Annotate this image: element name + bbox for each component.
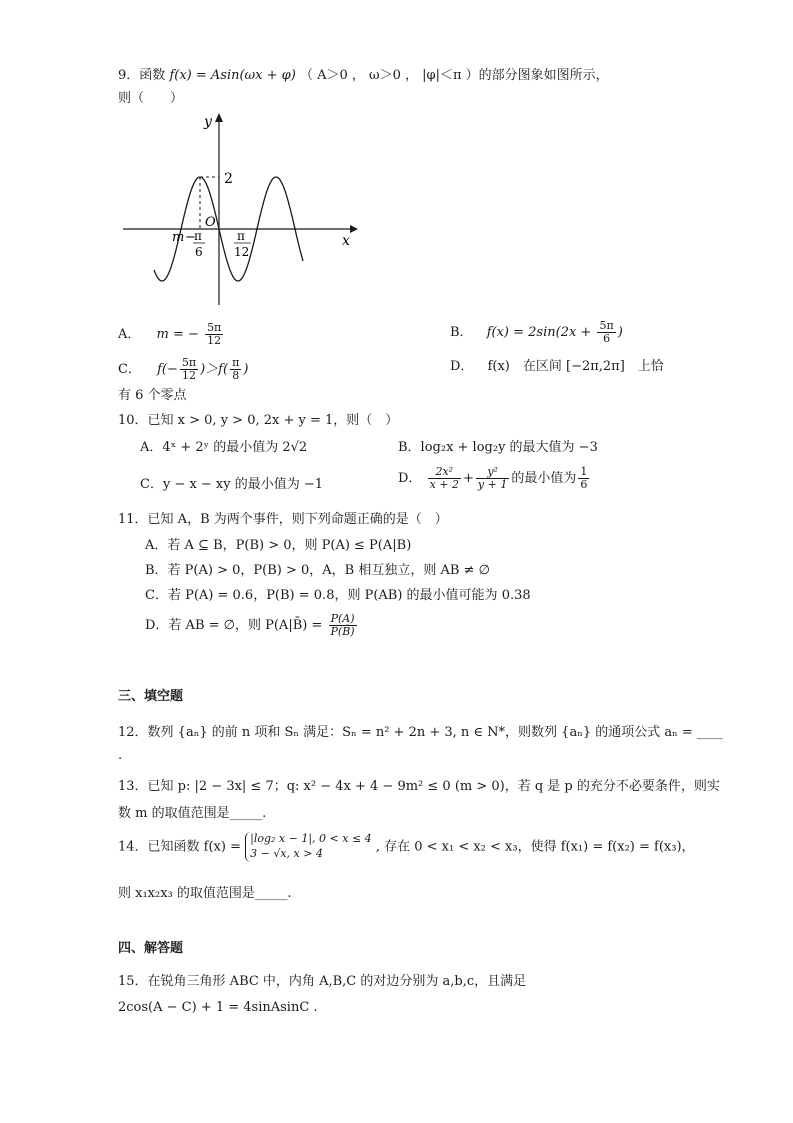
pi-over-12-num: π xyxy=(237,229,245,243)
origin-label: O xyxy=(205,215,216,230)
neg-sign: − xyxy=(185,230,196,245)
q9-option-b-label: B． xyxy=(450,325,473,341)
frac-num: 5π xyxy=(207,321,222,334)
q14-line-1 xyxy=(118,832,695,862)
q10-option-b: B．log₂x + log₂y 的最大值为 −3 xyxy=(398,440,598,455)
frac-den: 6 xyxy=(603,332,611,346)
q9-option-d-continued: 有 6 个零点 xyxy=(118,388,187,403)
frac-num: 5π xyxy=(181,356,197,369)
q14-pre: 14．已知函数 f(x) = xyxy=(118,839,241,855)
q11-option-a: A．若 A ⊆ B，P(B) > 0，则 P(A) ≤ P(A|B) xyxy=(145,538,412,553)
q14-piecewise xyxy=(245,832,372,862)
q12-line-2: . xyxy=(118,748,123,763)
q9-option-a-label: A． xyxy=(118,327,141,343)
q15-line-1: 15．在锐角三角形 ABC 中，内角 A,B,C 的对边分别为 a,b,c，且满足 xyxy=(118,974,527,989)
m-tick-label: m xyxy=(172,230,185,245)
q9-option-b-pre: f(x) = 2sin(2x + xyxy=(486,325,592,341)
q10-option-d-text: 的最小值为 xyxy=(511,471,577,487)
section-4-heading: 四、解答题 xyxy=(118,941,184,956)
frac-num: 1 xyxy=(580,465,588,478)
frac-num: P(A) xyxy=(329,613,357,626)
q10-option-d-fraction-2 xyxy=(476,466,509,491)
q9-option-d xyxy=(450,359,664,375)
neg-pi-over-6-den: 6 xyxy=(195,245,203,259)
x-axis-label: x xyxy=(342,233,350,249)
q10-option-c: C．y − x − xy 的最小值为 −1 xyxy=(140,477,324,492)
q9-function: f(x) = Asin(ωx + φ) xyxy=(169,68,296,83)
frac-den: P(B̄) xyxy=(330,625,355,639)
frac-num: 2x² xyxy=(428,466,461,479)
frac-den: 8 xyxy=(232,369,240,383)
x-axis-arrow xyxy=(350,225,358,233)
q9-option-c-fraction-2 xyxy=(230,357,241,382)
q14-case-2: 3 − √x, x > 4 xyxy=(250,846,323,860)
q9-option-b xyxy=(450,320,623,345)
q9-option-c-label: C． xyxy=(118,362,141,378)
q10-option-a: A．4ˣ + 2ʸ 的最小值为 2√2 xyxy=(140,440,308,455)
q10-stem: 10．已知 x > 0, y > 0, 2x + y = 1，则（ ） xyxy=(118,413,399,428)
q10-option-d-fraction-1 xyxy=(428,466,461,491)
y-axis-label: y xyxy=(204,114,212,130)
q9-number: 9． xyxy=(118,68,140,83)
q14-post: , 存在 0 < x₁ < x₂ < x₃，使得 f(x₁) = f(x₂) = f(x₃)， xyxy=(375,839,695,855)
frac-den: y + 1 xyxy=(477,478,508,492)
q9-intro: 函数 xyxy=(139,68,166,83)
q14-case-1: |log₂ x − 1|, 0 < x ≤ 4 xyxy=(250,832,372,845)
q11-stem: 11．已知 A，B 为两个事件，则下列命题正确的是（ ） xyxy=(118,512,448,527)
frac-num: 5π xyxy=(599,319,614,332)
q9-option-d-label: D． xyxy=(450,359,474,374)
q9-conditions: （ A＞0 ， ω＞0 ， |φ|＜π ）的部分图象如图所示， xyxy=(299,68,609,83)
q11-option-b: B．若 P(A) > 0，P(B) > 0，A，B 相互独立，则 AB ≠ ∅ xyxy=(145,563,490,578)
q10-option-d-label: D． xyxy=(398,471,422,487)
q9-option-b-post: ) xyxy=(617,325,623,341)
max-value-label: 2 xyxy=(224,171,233,187)
q12-line-1: 12．数列 {aₙ} 的前 n 项和 Sₙ 满足：Sₙ = n² + 2n + 3, n ∈ N*，则数列 {aₙ} 的通项公式 aₙ = ____ xyxy=(118,725,723,740)
frac-den: 6 xyxy=(580,478,588,492)
neg-pi-over-6-num: π xyxy=(194,229,202,243)
q13-line-1: 13．已知 p: |2 − 3x| ≤ 7；q: x² − 4x + 4 − 9m² ≤ 0 (m > 0)，若 q 是 p 的充分不必要条件，则实 xyxy=(118,779,720,794)
q9-option-b-fraction xyxy=(597,320,615,345)
frac-den: 12 xyxy=(207,334,222,348)
q11-option-d-pre: D．若 AB = ∅，则 P(A|B̄) = xyxy=(145,618,323,634)
q9-option-d-text: f(x) 在区间 [−2π,2π] 上恰 xyxy=(487,359,664,374)
q9-option-c-fraction-1 xyxy=(180,357,198,382)
q11-option-d-fraction xyxy=(329,613,357,638)
q10-option-d-fraction-3 xyxy=(578,466,589,491)
q9-option-c-pre: f(− xyxy=(157,362,178,378)
q9-tail: 则（ ） xyxy=(118,91,184,106)
frac-den: x + 2 xyxy=(429,478,459,492)
q9-option-c-mid: )＞f( xyxy=(200,362,229,378)
frac-num: y² xyxy=(476,466,509,479)
frac-num: π xyxy=(232,356,240,369)
q11-option-d xyxy=(145,613,359,638)
q13-line-2: 数 m 的取值范围是_____. xyxy=(118,806,267,821)
q9-stem xyxy=(118,68,609,84)
q9-sine-graph xyxy=(118,110,363,310)
q14-line-2: 则 x₁x₂x₃ 的取值范围是_____. xyxy=(118,886,292,901)
q9-option-a-text: m = − xyxy=(156,327,199,343)
section-3-heading: 三、填空题 xyxy=(118,689,184,704)
q9-option-a-fraction xyxy=(205,322,223,347)
pi-over-12-den: 12 xyxy=(234,245,250,259)
q9-option-c-post: ) xyxy=(243,362,249,378)
q10-option-d xyxy=(398,466,591,491)
q9-option-a xyxy=(118,322,225,347)
frac-den: 12 xyxy=(181,369,196,383)
plus-sign: + xyxy=(463,471,474,487)
y-axis-arrow xyxy=(215,113,223,122)
q11-option-c: C．若 P(A) = 0.6，P(B) = 0.8，则 P(AB) 的最小值可能为 0.38 xyxy=(145,588,531,603)
q15-line-2: 2cos(A − C) + 1 = 4sinAsinC . xyxy=(118,1000,318,1015)
q9-option-c xyxy=(118,357,248,382)
